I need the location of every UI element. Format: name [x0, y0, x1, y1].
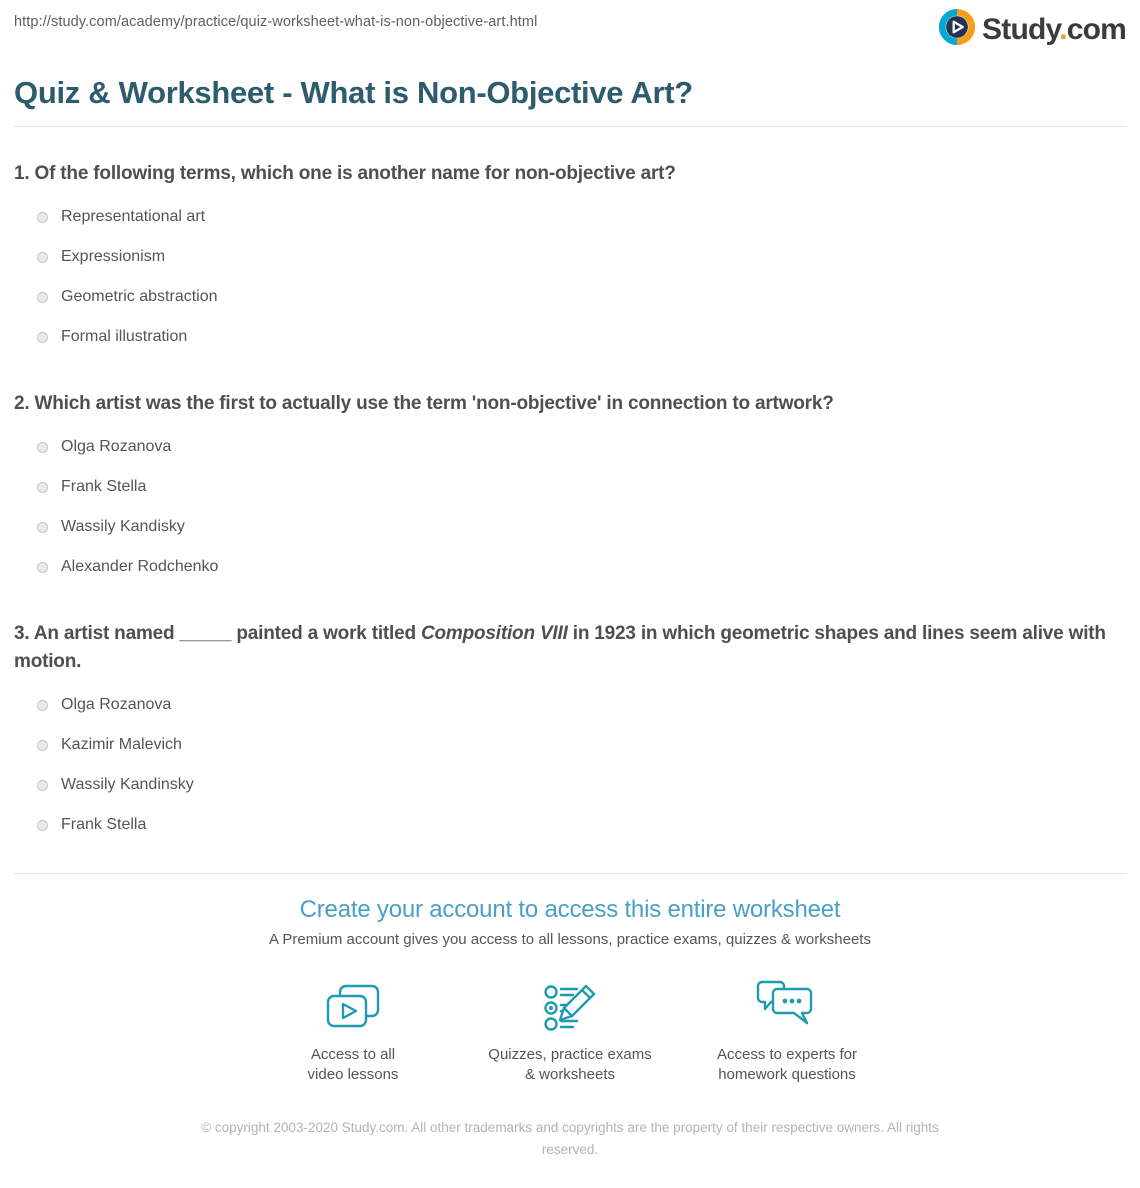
question-1 — [14, 160, 1126, 357]
answer-option[interactable] — [14, 805, 1126, 845]
radio-button[interactable] — [37, 292, 48, 303]
radio-button[interactable] — [37, 740, 48, 751]
question-2 — [14, 390, 1126, 587]
question-2-options — [14, 427, 1126, 587]
studycom-logo[interactable] — [938, 8, 1126, 51]
option-label: Expressionism — [61, 248, 166, 265]
option-label: Representational art — [61, 208, 206, 225]
feature-video-lessons — [268, 981, 438, 1085]
feature-label: Access to experts for homework questions — [716, 1046, 858, 1083]
question-1-heading: 1. Of the following terms, which one is another name for non-objective art? — [14, 163, 676, 184]
answer-option[interactable] — [14, 685, 1126, 725]
radio-button[interactable] — [37, 252, 48, 263]
copyright-text: © copyright 2003-2020 Study.com. All other trademarks and copyrights are the property of their respective owners. All rights reserved. — [201, 1120, 939, 1158]
question-3-options — [14, 685, 1126, 845]
option-label: Olga Rozanova — [61, 438, 172, 455]
radio-button[interactable] — [37, 332, 48, 343]
question-1-options — [14, 197, 1126, 357]
option-label: Wassily Kandisky — [61, 518, 185, 535]
page-url: http://study.com/academy/practice/quiz-worksheet-what-is-non-objective-art.html — [14, 14, 538, 30]
option-label: Frank Stella — [61, 816, 147, 833]
option-label: Geometric abstraction — [61, 288, 218, 305]
option-label: Wassily Kandinsky — [61, 776, 194, 793]
radio-button[interactable] — [37, 212, 48, 223]
answer-option[interactable] — [14, 467, 1126, 507]
answer-option[interactable] — [14, 317, 1126, 357]
answer-option[interactable] — [14, 197, 1126, 237]
feature-quizzes — [485, 981, 655, 1085]
radio-button[interactable] — [37, 522, 48, 533]
question-3-work-title: Composition VIII — [420, 623, 568, 644]
divider — [14, 126, 1126, 127]
feature-experts — [702, 981, 872, 1085]
radio-button[interactable] — [37, 820, 48, 831]
studycom-logo-text: Study.com — [982, 12, 1126, 46]
studycom-logo-icon — [938, 8, 976, 51]
answer-option[interactable] — [14, 427, 1126, 467]
question-3 — [14, 620, 1126, 845]
video-lessons-icon — [268, 981, 438, 1033]
question-3-heading: 3. An artist named _____ painted a work titled Composition VIII in 1923 in which geometric shapes and lines seem alive with motion. — [14, 623, 1106, 672]
answer-option[interactable] — [14, 507, 1126, 547]
option-label: Formal illustration — [61, 328, 188, 345]
create-account-link[interactable]: Create your account to access this entire worksheet — [299, 896, 841, 923]
answer-option[interactable] — [14, 725, 1126, 765]
divider — [14, 873, 1126, 874]
radio-button[interactable] — [37, 442, 48, 453]
radio-button[interactable] — [37, 700, 48, 711]
experts-chat-icon — [702, 981, 872, 1033]
answer-option[interactable] — [14, 237, 1126, 277]
features-row — [14, 981, 1126, 1085]
feature-label: Access to all video lessons — [307, 1046, 399, 1083]
quizzes-worksheets-icon — [485, 981, 655, 1033]
premium-subheading: A Premium account gives you access to all lessons, practice exams, quizzes & worksheets — [269, 931, 871, 948]
answer-option[interactable] — [14, 765, 1126, 805]
question-2-heading: 2. Which artist was the first to actually use the term 'non-objective' in connection to artwork? — [14, 393, 834, 414]
answer-option[interactable] — [14, 547, 1126, 587]
option-label: Kazimir Malevich — [61, 736, 182, 753]
radio-button[interactable] — [37, 562, 48, 573]
page-header — [14, 0, 1126, 51]
feature-label: Quizzes, practice exams & worksheets — [488, 1046, 652, 1083]
option-label: Alexander Rodchenko — [61, 558, 219, 575]
radio-button[interactable] — [37, 482, 48, 493]
option-label: Olga Rozanova — [61, 696, 172, 713]
page-title: Quiz & Worksheet - What is Non-Objective Art? — [14, 75, 693, 110]
answer-option[interactable] — [14, 277, 1126, 317]
option-label: Frank Stella — [61, 478, 147, 495]
radio-button[interactable] — [37, 780, 48, 791]
